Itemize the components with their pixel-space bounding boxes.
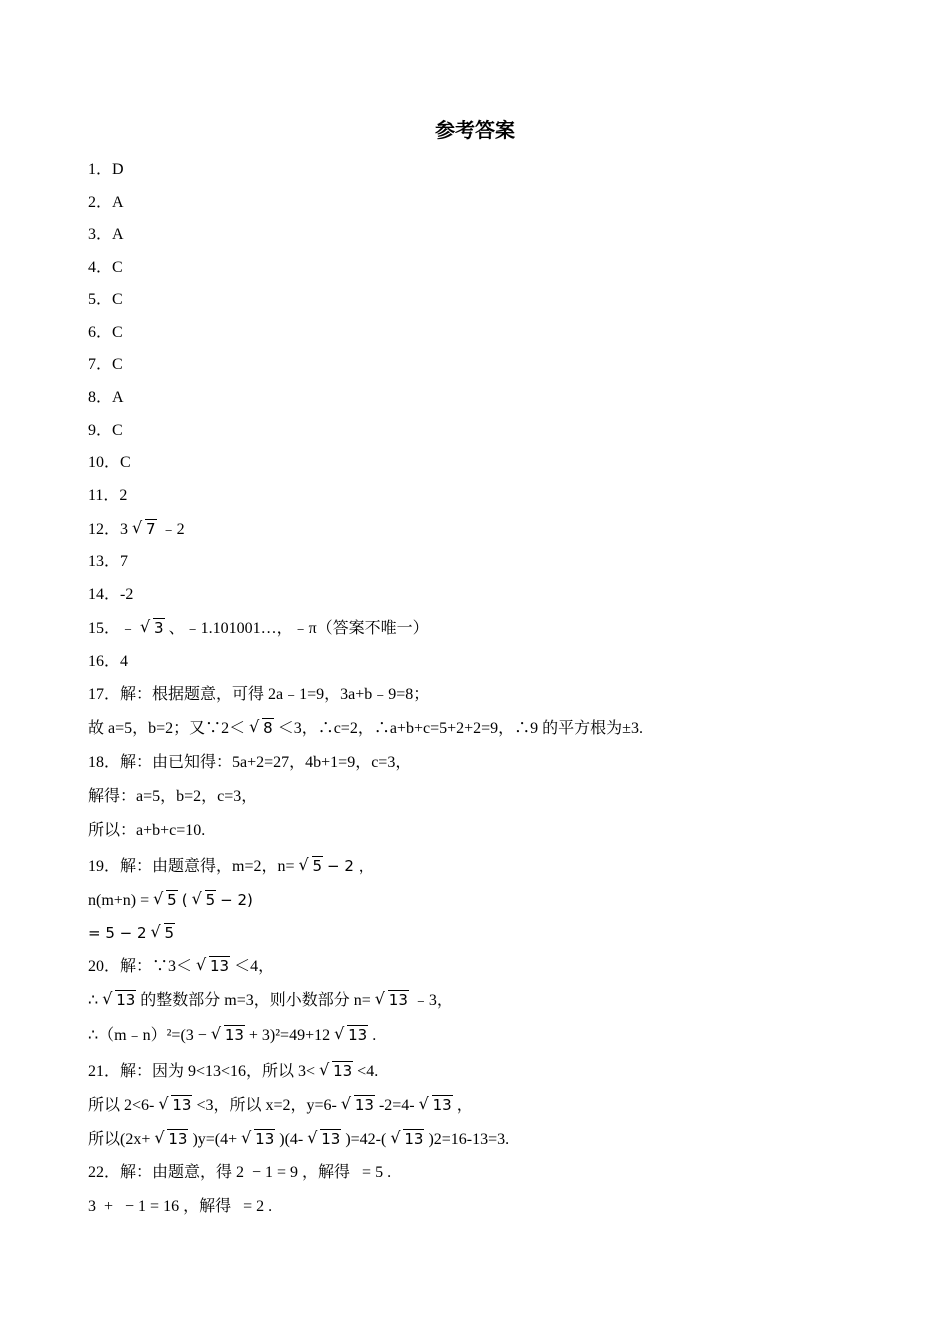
answer-text: A <box>112 389 124 406</box>
sqrt-expression: √ 13 <box>241 1128 275 1150</box>
answer-19-line-2: n(m+n) =√ 5 (√ 5 − 2) <box>88 889 253 912</box>
answer-text: C <box>112 324 123 341</box>
answer-20-line-2: ∴√ 13 的整数部分 m=3，则小数部分 n=√ 13 ﹣3， <box>88 989 453 1012</box>
answer-text: A <box>112 194 124 211</box>
answer-text: -2 <box>120 586 134 603</box>
answer-2 <box>88 192 124 214</box>
answer-19-line-1: 19．解：由题意得，m=2，n=√ 5 − 2 ， <box>88 855 374 878</box>
answer-number: 7． <box>88 356 113 373</box>
answer-6 <box>88 322 123 344</box>
answer-13 <box>88 551 128 573</box>
answer-text: 3 <box>120 521 129 538</box>
answer-number: 14． <box>88 586 121 603</box>
answer-number: 10． <box>88 454 121 471</box>
answer-10 <box>88 452 131 474</box>
sqrt-expression: √ 13 <box>341 1094 375 1116</box>
answer-21-line-2: 所以 2<6-√ 13 <3，所以 x=2，y=6-√ 13 -2=4-√ 13 ， <box>88 1094 473 1117</box>
answer-text: 4 <box>120 653 129 670</box>
answer-text: C <box>112 356 123 373</box>
answer-text: 、﹣1.101001…，﹣π（答案不唯一） <box>168 620 429 637</box>
sqrt-expression: √ 13 <box>334 1024 368 1046</box>
answer-text: ﹣ <box>120 620 137 637</box>
sqrt-expression: √ 3 <box>140 617 165 639</box>
sqrt-expression: √ 7 <box>132 518 157 540</box>
answer-number: 1． <box>88 161 113 178</box>
answer-8 <box>88 387 124 409</box>
sqrt-expression: √ 8 <box>249 717 274 739</box>
answer-text: C <box>112 422 123 439</box>
sqrt-expression: √ 5 <box>151 922 176 944</box>
answer-22-line-1: 22．解：由题意，得 2 − 1 = 9 ，解得 = 5 . <box>88 1164 392 1181</box>
page-title: 参考答案 <box>435 118 515 142</box>
sqrt-expression: √ 13 <box>390 1128 424 1150</box>
answer-14 <box>88 584 133 606</box>
answer-number: 9． <box>88 422 113 439</box>
sqrt-expression: √ 13 <box>319 1060 353 1082</box>
answer-text: D <box>112 161 124 178</box>
answer-text: ﹣2 <box>160 521 185 538</box>
sqrt-expression: √ 13 <box>375 989 409 1011</box>
answer-text: C <box>112 259 123 276</box>
sqrt-expression: √ 5 <box>192 889 217 911</box>
answer-19-line-3: = 5 − 2√ 5 <box>88 922 179 945</box>
answer-number: 16． <box>88 653 121 670</box>
answer-12 <box>88 518 185 541</box>
sqrt-expression: √ 13 <box>196 955 230 977</box>
answer-5 <box>88 289 123 311</box>
answer-16 <box>88 651 128 673</box>
answer-9 <box>88 420 123 442</box>
answer-number: 4． <box>88 259 113 276</box>
sqrt-expression: √ 13 <box>211 1024 245 1046</box>
answer-11 <box>88 485 127 507</box>
answer-7 <box>88 354 123 376</box>
answer-number: 11． <box>88 487 120 504</box>
answer-18-line-3: 所以：a+b+c=10. <box>88 822 206 839</box>
answer-text: C <box>120 454 131 471</box>
answer-1 <box>88 159 124 181</box>
answer-17-line-2: 故 a=5，b=2；又∵2＜√ 8 ＜3，∴c=2，∴a+b+c=5+2+2=9，∴9 的平方根为±3. <box>88 717 643 740</box>
answer-number: 15． <box>88 620 121 637</box>
answer-15 <box>88 617 429 640</box>
answer-20-line-1: 20．解：∵3＜√ 13 ＜4， <box>88 955 274 978</box>
sqrt-expression: √ 5 <box>299 855 324 877</box>
answer-number: 8． <box>88 389 113 406</box>
answer-17-line-1: 17．解：根据题意，可得 2a﹣1=9，3a+b﹣9=8； <box>88 686 430 703</box>
sqrt-expression: √ 13 <box>419 1094 453 1116</box>
answer-3 <box>88 224 124 246</box>
answer-18-line-1: 18．解：由已知得：5a+2=27，4b+1=9，c=3， <box>88 754 412 771</box>
answer-number: 2． <box>88 194 113 211</box>
answer-number: 6． <box>88 324 113 341</box>
answer-number: 13． <box>88 553 121 570</box>
answer-text: 7 <box>120 553 129 570</box>
answer-20-line-3: ∴（m﹣n）²=(3 −√ 13 + 3)²=49+12√ 13 . <box>88 1024 376 1047</box>
sqrt-expression: √ 13 <box>102 989 136 1011</box>
answer-number: 3． <box>88 226 113 243</box>
answer-22-line-2: 3 + − 1 = 16 ，解得 = 2 . <box>88 1198 273 1215</box>
answer-18-line-2: 解得：a=5，b=2，c=3， <box>88 788 258 805</box>
sqrt-expression: √ 13 <box>307 1128 341 1150</box>
answer-21-line-3: 所以(2x+√ 13 )y=(4+√ 13 )(4-√ 13 )=42-(√ 13 )2=16-13=3. <box>88 1128 509 1151</box>
answer-text: C <box>112 291 123 308</box>
sqrt-expression: √ 13 <box>154 1128 188 1150</box>
sqrt-expression: √ 13 <box>158 1094 192 1116</box>
answer-4 <box>88 257 123 279</box>
answer-text: A <box>112 226 124 243</box>
sqrt-expression: √ 5 <box>153 889 178 911</box>
answer-number: 12． <box>88 521 121 538</box>
answer-text: 2 <box>119 487 128 504</box>
answer-number: 5． <box>88 291 113 308</box>
answer-21-line-1: 21．解：因为 9<13<16，所以 3<√ 13 <4. <box>88 1060 378 1083</box>
